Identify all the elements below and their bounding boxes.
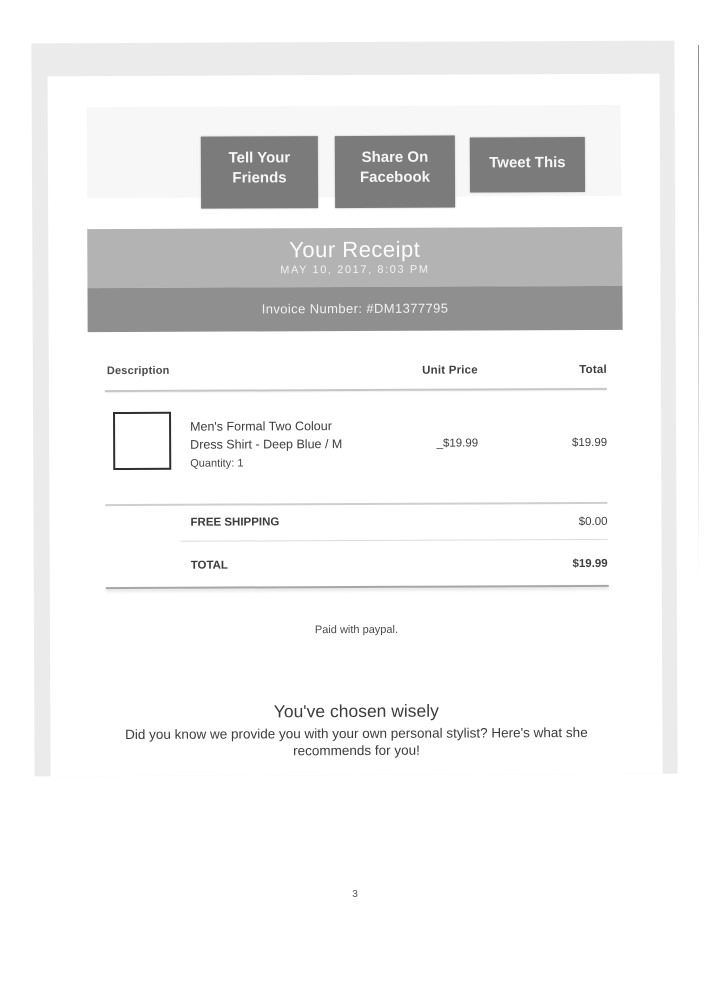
tell-your-friends-label: Tell Your Friends [228,149,291,187]
receipt-header-top [87,227,622,288]
table-bottom-divider [106,585,609,589]
product-name-line2: Dress Shirt - Deep Blue / M [190,437,343,452]
receipt-title: Your Receipt [289,236,421,263]
footer-heading: You've chosen wisely [273,700,439,722]
receipt-datetime: MAY 10, 2017, 8:03 PM [280,263,430,277]
email-body [48,74,663,777]
product-image-placeholder [113,412,171,470]
footer-subtext: Did you know we provide you with your own personal stylist? Here's what she recommends for you! [125,724,588,758]
share-on-facebook-button[interactable] [335,136,455,209]
scanned-email-page [31,41,677,777]
receipt-header-invoice-bar [87,286,622,332]
receipt-header [87,227,622,332]
page-number: 3 [352,889,358,900]
item-unit-price: _$19.99 [436,437,479,450]
row-divider-top [105,502,607,506]
tweet-this-label: Tweet This [489,153,566,171]
item-total: $19.99 [571,436,608,450]
row-divider-middle [181,539,608,542]
total-amount: $19.99 [572,557,608,571]
tweet-this-button[interactable] [470,137,585,193]
shipping-amount: $0.00 [578,515,608,529]
share-buttons-panel [87,105,621,198]
product-quantity: Quantity: 1 [190,457,244,470]
total-label: TOTAL [190,559,228,572]
scan-artifact-line [698,45,699,585]
column-header-unit-price: Unit Price [422,364,478,377]
shipping-label: FREE SHIPPING [190,516,280,529]
invoice-number: Invoice Number: #DM1377795 [261,300,449,317]
column-header-description: Description [106,364,170,378]
share-on-facebook-label: Share On Facebook [359,148,431,186]
header-divider [105,388,607,392]
column-header-total: Total [579,363,607,377]
tell-your-friends-button[interactable] [201,136,318,209]
product-name-line1: Men's Formal Two Colour [190,419,332,434]
payment-note: Paid with paypal. [314,623,399,637]
